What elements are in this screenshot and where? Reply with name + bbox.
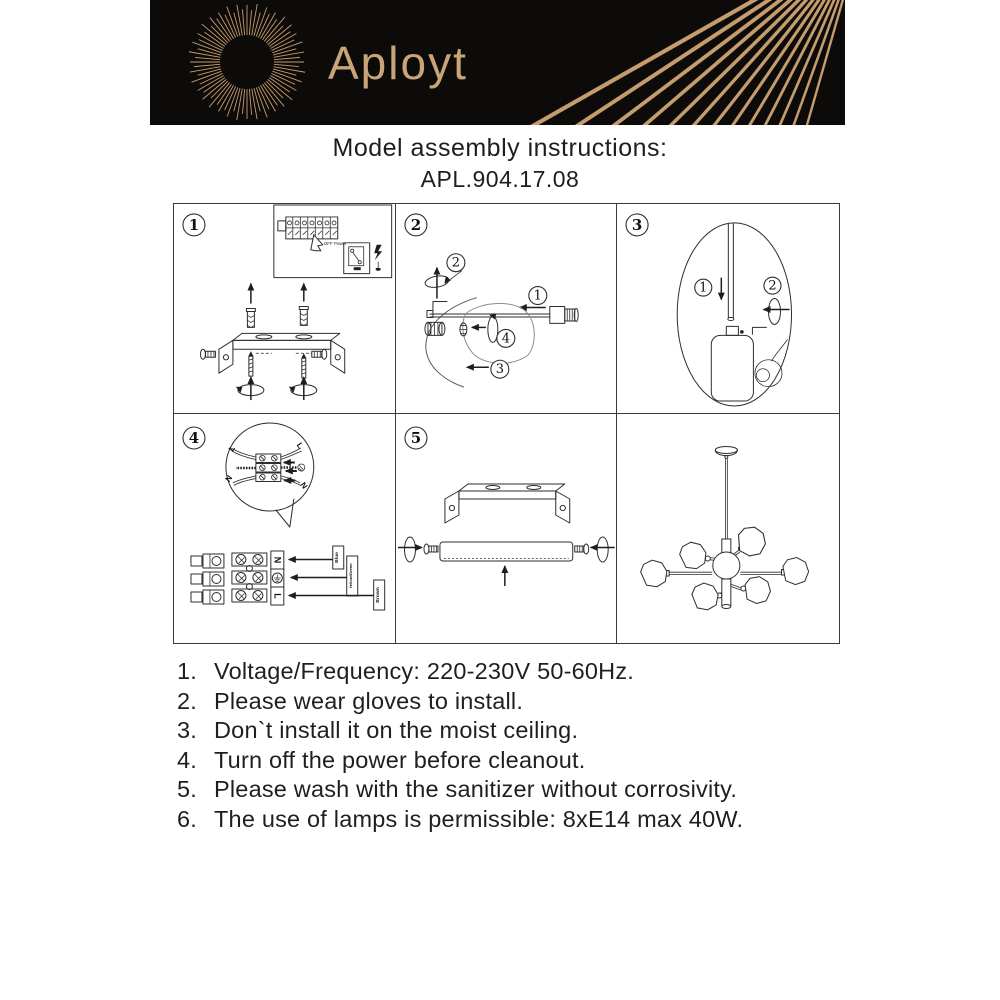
connector-stack [191, 554, 224, 604]
model-number: APL.904.17.08 [420, 166, 580, 192]
instruction-item [177, 657, 877, 687]
wire-label-l-left: L [226, 443, 237, 454]
wire-label-n-left: N [223, 473, 235, 484]
item-number: 2. [177, 687, 197, 714]
page-title: Model assembly instructions: [332, 134, 668, 162]
ceiling-canopy [716, 447, 738, 454]
panel-number: 5 [410, 428, 421, 448]
nl-label-column [271, 551, 284, 605]
item-text: Please wear gloves to install. [214, 687, 524, 714]
canopy-cover-diagram [396, 414, 617, 643]
step-number: 1 [699, 280, 708, 296]
terminal-l-label: L [272, 593, 283, 599]
item-text: Don`t install it on the moist ceiling. [214, 717, 579, 743]
wire-color-yellow-green: Yellow/Green [348, 563, 354, 589]
brand-name: Aployt [328, 36, 468, 89]
item-text: Turn off the power before cleanout. [214, 746, 586, 773]
instruction-item [177, 805, 877, 835]
sunburst-logo-icon [182, 0, 312, 125]
instruction-item [177, 716, 877, 746]
rotate-arrow-icon [597, 537, 608, 562]
lamp-shade [678, 540, 708, 571]
step-number: 2 [451, 255, 460, 271]
title-block [0, 134, 1000, 193]
lamp-shade [691, 582, 720, 612]
arm-attachment-diagram [396, 204, 617, 413]
terminal-n-label: N [272, 556, 283, 564]
panel-step-5 [396, 414, 618, 643]
item-number: 1. [177, 658, 197, 684]
assembly-steps-grid [173, 203, 840, 644]
step-number: 3 [495, 362, 504, 378]
wire-color-brown: Brown [375, 587, 382, 603]
wire-label-n-right: N [298, 480, 310, 491]
lightning-icon [374, 245, 382, 260]
hand-pointer-icon [311, 235, 323, 251]
panel-finished-product [617, 414, 839, 643]
panel-number: 2 [410, 215, 421, 234]
panel-step-1 [174, 204, 396, 414]
instruction-item [177, 775, 877, 805]
bracket-mounting-diagram [174, 204, 395, 413]
panel-step-3 [617, 204, 839, 414]
magnifier-ellipse [678, 223, 792, 406]
item-number: 6. [177, 805, 197, 832]
bubble-terminal-rows [256, 454, 281, 482]
item-number: 3. [177, 717, 197, 743]
instruction-item [177, 746, 877, 776]
panel-step-2 [396, 204, 618, 414]
panel-number: 3 [632, 215, 643, 234]
step-number: 4 [501, 331, 510, 347]
rod-insertion-diagram [617, 204, 839, 413]
panel-number: 1 [188, 215, 200, 234]
notes-list [177, 657, 877, 834]
brand-banner [150, 0, 845, 125]
step-number: 1 [533, 288, 542, 304]
panel-step-4 [174, 414, 396, 643]
panel-number: 4 [188, 428, 200, 448]
item-number: 5. [177, 776, 197, 802]
wiring-diagram [174, 414, 395, 643]
step-number: 2 [768, 278, 777, 294]
rotate-arrow-icon [769, 299, 781, 325]
instruction-item [177, 687, 877, 717]
lamp-shade [640, 558, 670, 588]
item-text: Voltage/Frequency: 220-230V 50-60Hz. [214, 658, 635, 684]
inset-note: OFF Power [323, 240, 347, 246]
central-sphere [713, 552, 740, 579]
rotate-arrow-icon [404, 537, 415, 562]
lamp-shade [782, 556, 810, 585]
wire-label-l-right: L [294, 440, 305, 451]
wire-color-blue: Blue [334, 552, 341, 563]
item-number: 4. [177, 746, 197, 773]
lamp-shade [735, 524, 769, 558]
chandelier-drawing [617, 414, 839, 643]
screw-terminal-block [232, 553, 267, 602]
item-text: Please wash with the sanitizer without corrosivity. [214, 776, 738, 802]
lamp-shade [743, 575, 773, 605]
item-text: The use of lamps is permissible: 8xE14 max 40W. [214, 805, 744, 832]
